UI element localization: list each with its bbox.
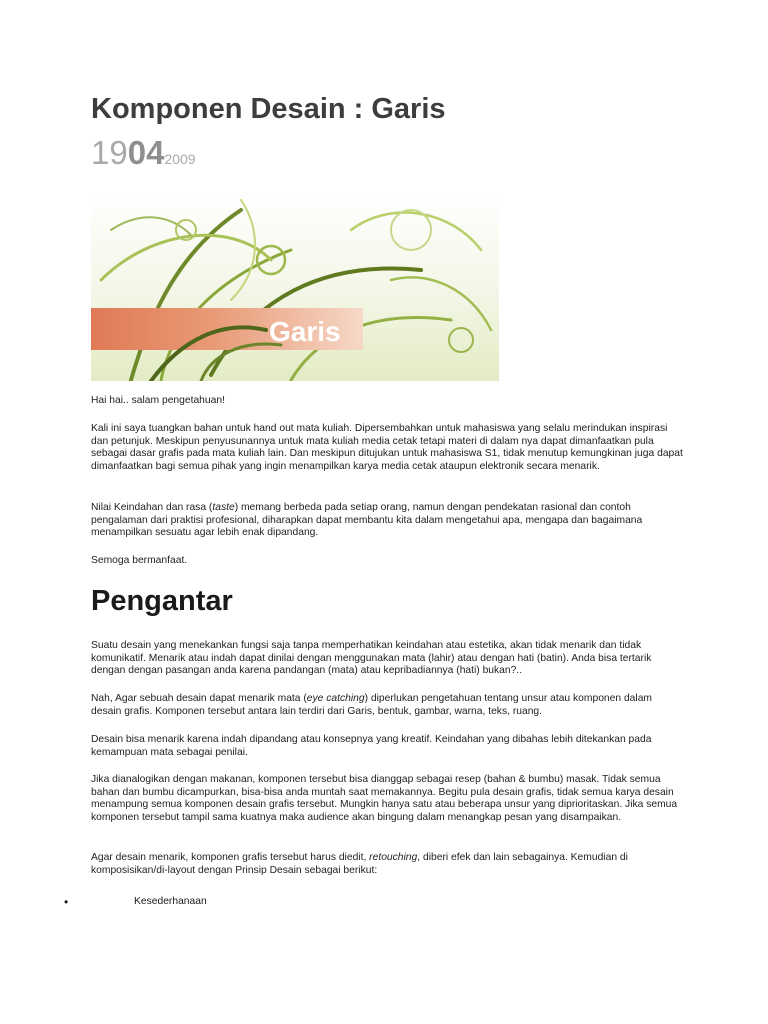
banner-title: Garis — [269, 316, 341, 347]
intro-paragraph-taste: Nilai Keindahan dan rasa (taste) memang berbeda pada setiap orang, namun dengan pendekatan rasional dan contoh pengalaman dari praktisi profesional, diharapkan dapat membantu kita dalam mengetahui apa, mengapa dan bagaimana menampilkan sesuatu agar lebih enak dipandang. — [91, 502, 643, 539]
post-date — [91, 134, 196, 172]
date-month: 04 — [127, 134, 165, 171]
section-paragraph: Suatu desain yang menekankan fungsi saja tanpa memperhatikan keindahan atau estetika, akan tidak menarik dan tidak komunikatif. Menarik atau indah dapat dinilai dengan menggunakan mata (lahir) atau dengan hati (batin). Anda bisa tertarik dengan dengan pasangan anda karena pandangan (mata) atau kepribadiannya (hati) bukan?.. — [91, 640, 652, 677]
page-title: Komponen Desain : Garis — [91, 93, 446, 125]
list-item: Kesederhanaan — [134, 896, 207, 907]
date-year: 2009 — [164, 151, 196, 167]
intro-paragraph: Kali ini saya tuangkan bahan untuk hand out mata kuliah. Dipersembahkan untuk mahasiswa yang selalu merindukan inspirasi dan petunjuk. Meskipun penyusunannya untuk mata kuliah media cetak tetapi materi di dalam nya dapat dimanfaatkan pula sebagai dasar grafis pada mata kuliah lain. Dan meskipun ditujukan untuk mahasiswa S1, tidak menutup kemungkinan juga dapat dimanfaatkan bagi semua pihak yang ingin menampilkan karya media cetak ataupun elektronik secara menarik. — [91, 423, 683, 472]
date-day: 19 — [91, 134, 128, 171]
section-heading: Pengantar — [91, 585, 233, 617]
intro-greeting: Hai hai.. salam pengetahuan! — [91, 395, 225, 406]
intro-closing: Semoga bermanfaat. — [91, 555, 188, 566]
taste-term: taste — [212, 502, 235, 513]
section-paragraph: Desain bisa menarik karena indah dipandang atau konsepnya yang kreatif. Keindahan yang dibahas lebih ditekankan pada kemampuan mata sebagai penilai. — [91, 734, 652, 758]
retouching-term: retouching — [369, 852, 418, 863]
bullet-icon: • — [64, 895, 69, 909]
garis-banner-image — [91, 190, 499, 381]
section-paragraph: Agar desain menarik, komponen grafis tersebut harus diedit, retouching, diberi efek dan lain sebagainya. Kemudian di komposisikan/di-layout dengan Prinsip Desain sebagai berikut: — [91, 852, 628, 876]
eye-catching-term: eye catching — [306, 693, 365, 704]
section-paragraph: Jika dianalogikan dengan makanan, komponen tersebut bisa dianggap sebagai resep (bahan & bumbu) masak. Tidak semua bahan dan bumbu dicampurkan, bisa-bisa anda muntah saat memakannya. Begitu pula desain grafis, tidak semua karya desain menampung semua komponen desain grafis tersebut. Mungkin hanya satu atau beberapa unsur yang diprioritaskan. Jika semua komponen tersebut tampil sama kuatnya maka audience akan bingung dalam menangkap pesan yang disampaikan. — [91, 774, 678, 823]
section-paragraph: Nah, Agar sebuah desain dapat menarik mata (eye catching) diperlukan pengetahuan tentang unsur atau komponen dalam desain grafis. Komponen tersebut antara lain terdiri dari Garis, bentuk, gambar, warna, teks, ruang. — [91, 693, 653, 717]
